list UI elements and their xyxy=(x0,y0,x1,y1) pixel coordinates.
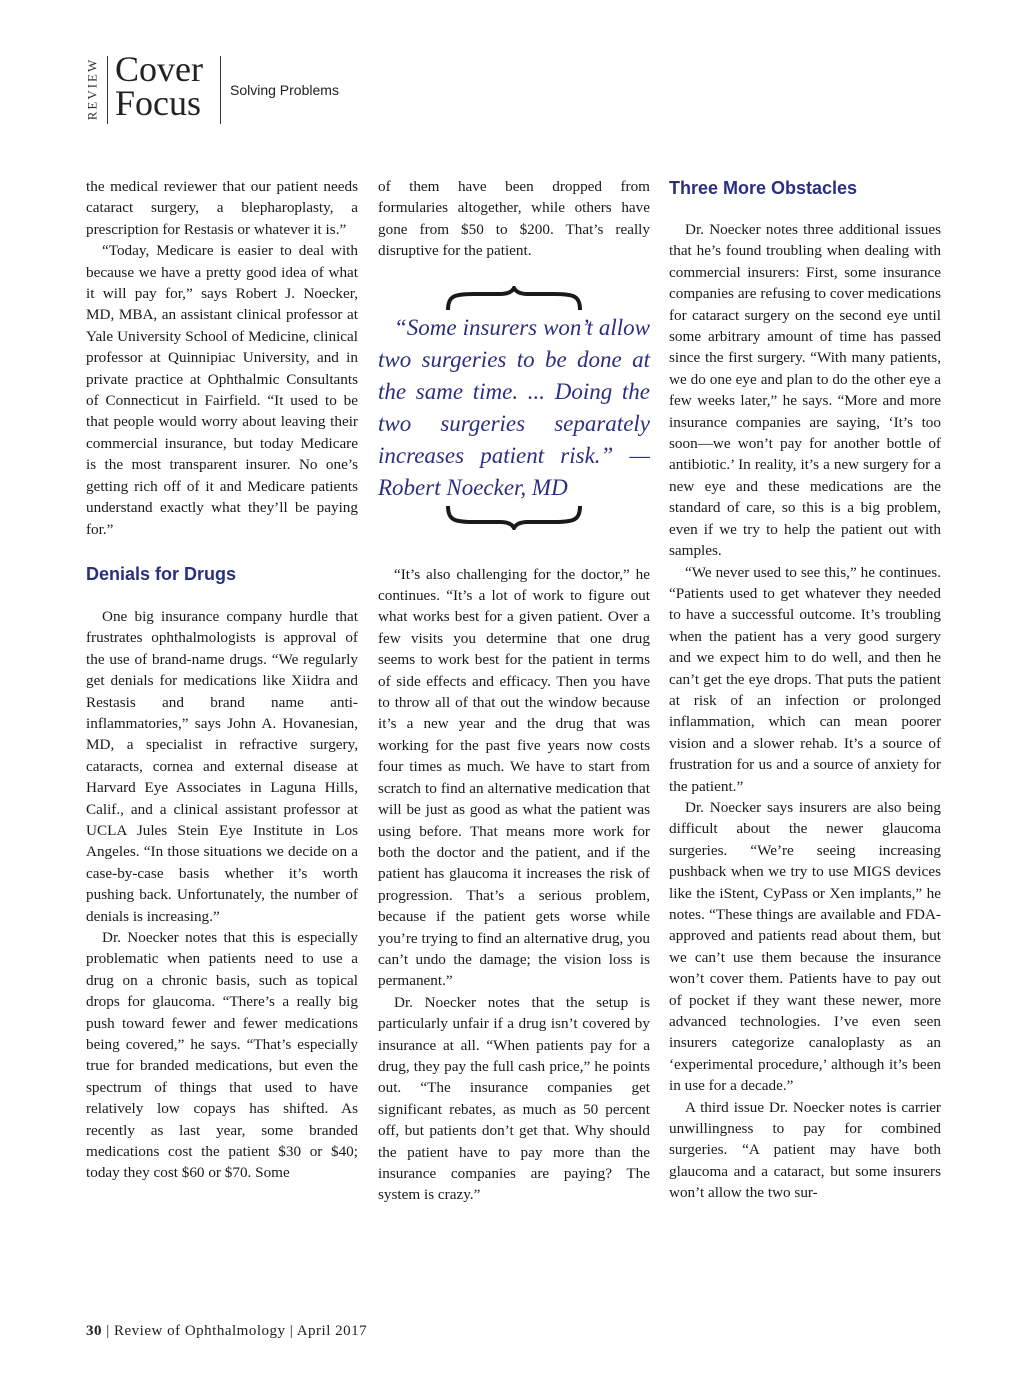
footer-separator: | xyxy=(106,1323,110,1339)
section-subtitle: Solving Problems xyxy=(230,82,339,98)
pull-quote-text: “Some insurers won’t allow two surgeries to be done at the same time. ... Doing the two surgeries separately increases patient risk.” — Robert Noecker, MD xyxy=(378,314,650,500)
publication-name: Review of Ophthalmology xyxy=(114,1323,286,1339)
subhead-denials: Denials for Drugs xyxy=(86,563,237,584)
section-title xyxy=(115,49,203,123)
paragraph: One big insurance company hurdle that frustrates ophthalmologists is approval of the use of brand-name drugs. “We regularly get denials for medications like Xiidra and Restasis and brand name anti-inflammatories,” says John A. Hovanesian, MD, a specialist in refractive surgery, cataracts, cornea and external disease at Harvard Eye Associates in Laguna Hills, Calif., and a clinical assistant professor at UCLA Jules Stein Eye Institute in Los Angeles. “In those situations we decide on a case-by-case basis whether it’s worth pushing back. Unfortunately, the number of denials is increasing.” xyxy=(86,607,358,925)
article-column-3 xyxy=(669,176,941,1204)
article-column-1 xyxy=(86,176,358,1184)
paragraph: “It’s also challenging for the doctor,” he continues. “It’s a lot of work to figure out what works best for a given patient. Over a few visits you determine that one drug seems to work best for the patient in terms of side effects and efficacy. Then you have to throw all of that out the window because it’s a new year and the drug that was working for the past five years now costs four times as much. We have to start from scratch to find an alternative medication that will be just as good as what the patient was using before. That means more work for both the doctor and the patient, and if the patient has glaucoma it increases the risk of progression. That’s a serious problem, because if the patient gets worse while you’re trying to find an alternative drug, you can’t undo the damage; the vision loss is permanent.” xyxy=(378,565,650,990)
subhead-three-obstacles: Three More Obstacles xyxy=(669,178,858,198)
paragraph: Dr. Noecker notes three additional issues that he’s found troubling when dealing with commercial insurers: First, some insurance companies are refusing to cover medications for cataract surgery on the second eye until some arbitrary amount of time has passed since the first surgery. “With many patients, we do one eye and plan to do the other eye a few weeks later,” he says. “More and more insurance companies are saying, ‘It’s too soon—we won’t pay for another bottle of antibiotic.’ In reality, it’s a new surgery for a new eye and these medications are the standard of care, so this is a big problem, even if we try to help the patient out with samples. xyxy=(669,221,941,560)
title-line-1: Cover xyxy=(115,49,203,89)
page-number: 30 xyxy=(86,1323,102,1339)
paragraph: Dr. Noecker notes that this is especially problematic when patients need to use a drug on a chronic basis, such as topical drops for glaucoma. “There’s a really big push toward fewer and fewer medications being covered,” he says. “That’s especially true for branded medications, but even the spectrum of things that used to have relatively low copays has shifted. As recently as last year, some branded medications cost the patient $30 or $40; today they cost $60 or $70. Some xyxy=(86,929,358,1182)
review-vertical-label: REVIEW xyxy=(84,57,100,121)
paragraph: Dr. Noecker says insurers are also being difficult about the newer glaucoma surgeries. “We’re seeing increasing pushback when we try to use MIGS devices like the iStent, CyPass or Xen implants,” he notes. “These things are available and FDA-approved and patients read about them, but we can’t use them because the insurance won’t cover them. Patients have to pay out of pocket if they want these newer, more advanced technologies. I’ve even seen insurers categorize canaloplasty as an ‘experimental procedure,’ although it’s been in use for a decade.” xyxy=(669,798,941,1095)
footer-separator: | xyxy=(289,1323,294,1339)
paragraph: Dr. Noecker notes that the setup is particularly unfair if a drug isn’t covered by insurance at all. “When patients pay for a drug, they pay the full cash price,” he points out. “The insurance companies get significant rebates, as much as 50 percent off, but patients don’t get that. Why should the patient have to pay more than the insurance companies are paying? The system is crazy.” xyxy=(378,993,650,1204)
issue-date: April 2017 xyxy=(296,1323,368,1339)
title-line-2: Focus xyxy=(115,83,202,123)
article-column-2 xyxy=(378,176,650,1206)
paragraph: “We never used to see this,” he continues. “Patients used to get whatever they needed to have a successful outcome. It’s troubling when the patient has a very good surgery and we expect him to do well, and then he can’t get the eye drops. That puts the patient at risk of an infection or prolonged inflammation, which can mean poorer vision and a slower rehab. It’s a source of frustration for us and a source of anxiety for the patient.” xyxy=(669,563,941,795)
paragraph: A third issue Dr. Noecker notes is carrier unwillingness to pay for combined surgeries. “A patient may have both glaucoma and a cataract, but some insurers won’t allow the two sur- xyxy=(669,1098,941,1202)
header-divider xyxy=(220,56,221,124)
paragraph: of them have been dropped from formularies altogether, while others have gone from $50 to $200. That’s really disruptive for the patient. xyxy=(378,178,650,260)
top-brace-icon xyxy=(444,286,584,312)
paragraph: “Today, Medicare is easier to deal with because we have a pretty good idea of what it will pay for,” says Robert J. Noecker, MD, MBA, an assistant clinical professor at Yale University School of Medicine, clinical professor at Quinnipiac University, and in private practice at Ophthalmic Consultants of Connecticut in Fairfield. “It used to be that people would worry about leaving their commercial insurance, but today Medicare is the most transparent insurer. No one’s getting rich off of it and Medicare patients understand exactly what they’ll be paying for.” xyxy=(86,242,358,538)
header-divider xyxy=(107,56,108,124)
paragraph: the medical reviewer that our patient needs cataract surgery, a blepharoplasty, a prescription for Restasis or whatever it is.” xyxy=(86,178,358,238)
pull-quote xyxy=(378,286,650,530)
page-footer xyxy=(86,1323,367,1340)
bottom-brace-icon xyxy=(444,504,584,530)
